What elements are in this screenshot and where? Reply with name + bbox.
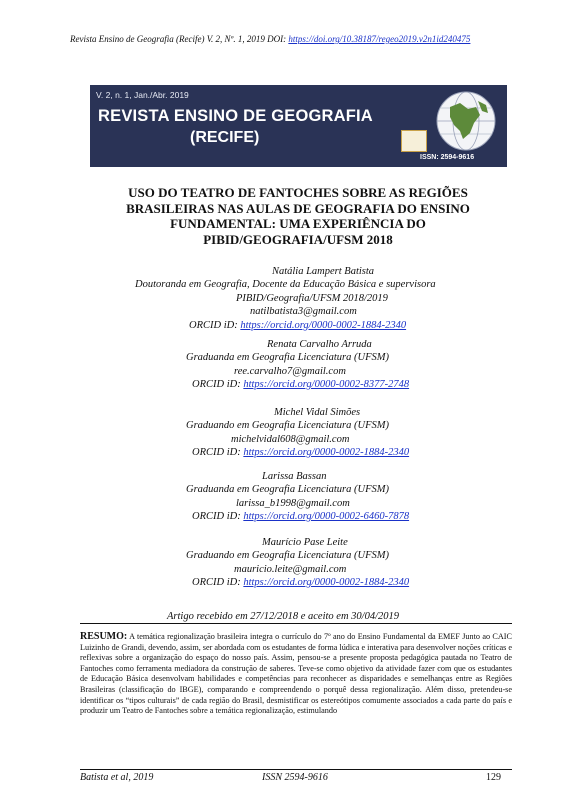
university-emblem-icon [401,130,427,152]
title-line: USO DO TEATRO DE FANTOCHES SOBRE AS REGIÕES [128,185,468,200]
author-email: ree.carvalho7@gmail.com [234,365,346,377]
journal-banner [90,85,507,167]
article-title [88,185,508,247]
author-block [186,406,409,460]
footer-citation: Batista et al, 2019 [80,772,154,783]
banner-title-line2: (RECIFE) [190,129,260,146]
running-header [70,34,520,44]
journal-citation: Revista Ensino de Geografia (Recife) V. 2, Nº. 1, 2019 DOI: [70,34,289,44]
abstract-label: RESUMO: [80,631,128,642]
author-role: Graduando em Geografia Licenciatura (UFSM) [186,420,389,432]
abstract-text: A temática regionalização brasileira integra o currículo do 7º ano do Ensino Fundamental da EMEF Junto ao CAIC Luizinho de Grandi, devendo, assim, ser abordada com os estudantes de forma lúdica e interativa para desenvolver noções críticas e reflexivas sobre a organização do espaço do nosso país. Assim, pensou-se a presente proposta pedagógica pautada no Teatro de Fantoches como ferramenta mediadora da construção de saberes. Teve-se como objetivo da atividade fazer com que os estudantes de Educação Básica desenvolvam habilidades e competências para reconhecer as disparidades e semelhanças entre as Regiões Brasileiras (classificação do IBGE), comparando e compreendendo o porquê dessa regionalização. Além disso, pretendeu-se identificar os “tipos culturais” de cada região do Brasil, desmistificar os estereótipos comumente associados a cada parte do país e produzir um Teatro de Fantoches sobre a temática regionalização, estimulando [80,632,512,716]
page-number: 129 [486,772,501,783]
author-block [186,470,409,524]
author-email: mauricio.leite@gmail.com [234,563,347,575]
footer-rule [80,769,512,770]
orcid-label: ORCID iD: [192,577,244,589]
title-line: PIBID/GEOGRAFIA/UFSM 2018 [203,231,393,247]
globe-icon [430,89,502,153]
author-name: Renata Carvalho Arruda [267,339,372,350]
orcid-label: ORCID iD: [189,319,241,331]
author-block [120,265,510,332]
banner-issn: ISSN: 2594-9616 [420,154,475,161]
abstract [80,623,512,717]
footer-issn: ISSN 2594-9616 [262,772,328,783]
author-name: Michel Vidal Simões [274,407,361,418]
orcid-link[interactable]: https://orcid.org/0000-0002-1884-2340 [243,447,410,459]
orcid-link[interactable]: https://orcid.org/0000-0002-1884-2340 [240,319,407,331]
author-email: larissa_b1998@gmail.com [236,497,350,509]
title-line: FUNDAMENTAL: UMA EXPERIÊNCIA DO [170,216,426,231]
orcid-link[interactable]: https://orcid.org/0000-0002-1884-2340 [243,577,410,589]
banner-volume: V. 2, n. 1, Jan./Abr. 2019 [96,90,189,100]
doi-link[interactable]: https://doi.org/10.38187/regeo2019.v2n1id240475 [288,34,471,44]
author-name: Maurício Pase Leite [262,537,348,548]
author-name: Natália Lampert Batista [271,266,375,277]
author-block [186,536,409,590]
title-line: BRASILEIRAS NAS AULAS DE GEOGRAFIA DO ENSINO [126,200,470,216]
author-block [186,338,409,392]
author-name: Larissa Bassan [262,471,327,482]
author-role: Graduanda em Geografia Licenciatura (UFSM) [186,352,389,364]
received-date: Artigo recebido em 27/12/2018 e aceito em 30/04/2019 [166,611,400,622]
author-email: natilbatista3@gmail.com [250,306,357,318]
orcid-label: ORCID iD: [192,379,244,391]
orcid-label: ORCID iD: [192,511,244,523]
orcid-link[interactable]: https://orcid.org/0000-0002-8377-2748 [243,379,410,391]
orcid-label: ORCID iD: [192,447,244,459]
author-role: Graduanda em Geografia Licenciatura (UFSM) [186,484,389,496]
author-role: Graduando em Geografia Licenciatura (UFSM) [186,550,389,562]
orcid-link[interactable]: https://orcid.org/0000-0002-6460-7878 [243,511,410,523]
author-email: michelvidal608@gmail.com [231,433,350,445]
banner-title-line1: REVISTA ENSINO DE GEOGRAFIA [98,107,373,125]
author-role: PIBID/Geografia/UFSM 2018/2019 [236,292,388,304]
author-role: Doutoranda em Geografia, Docente da Educação Básica e supervisora [135,279,436,291]
